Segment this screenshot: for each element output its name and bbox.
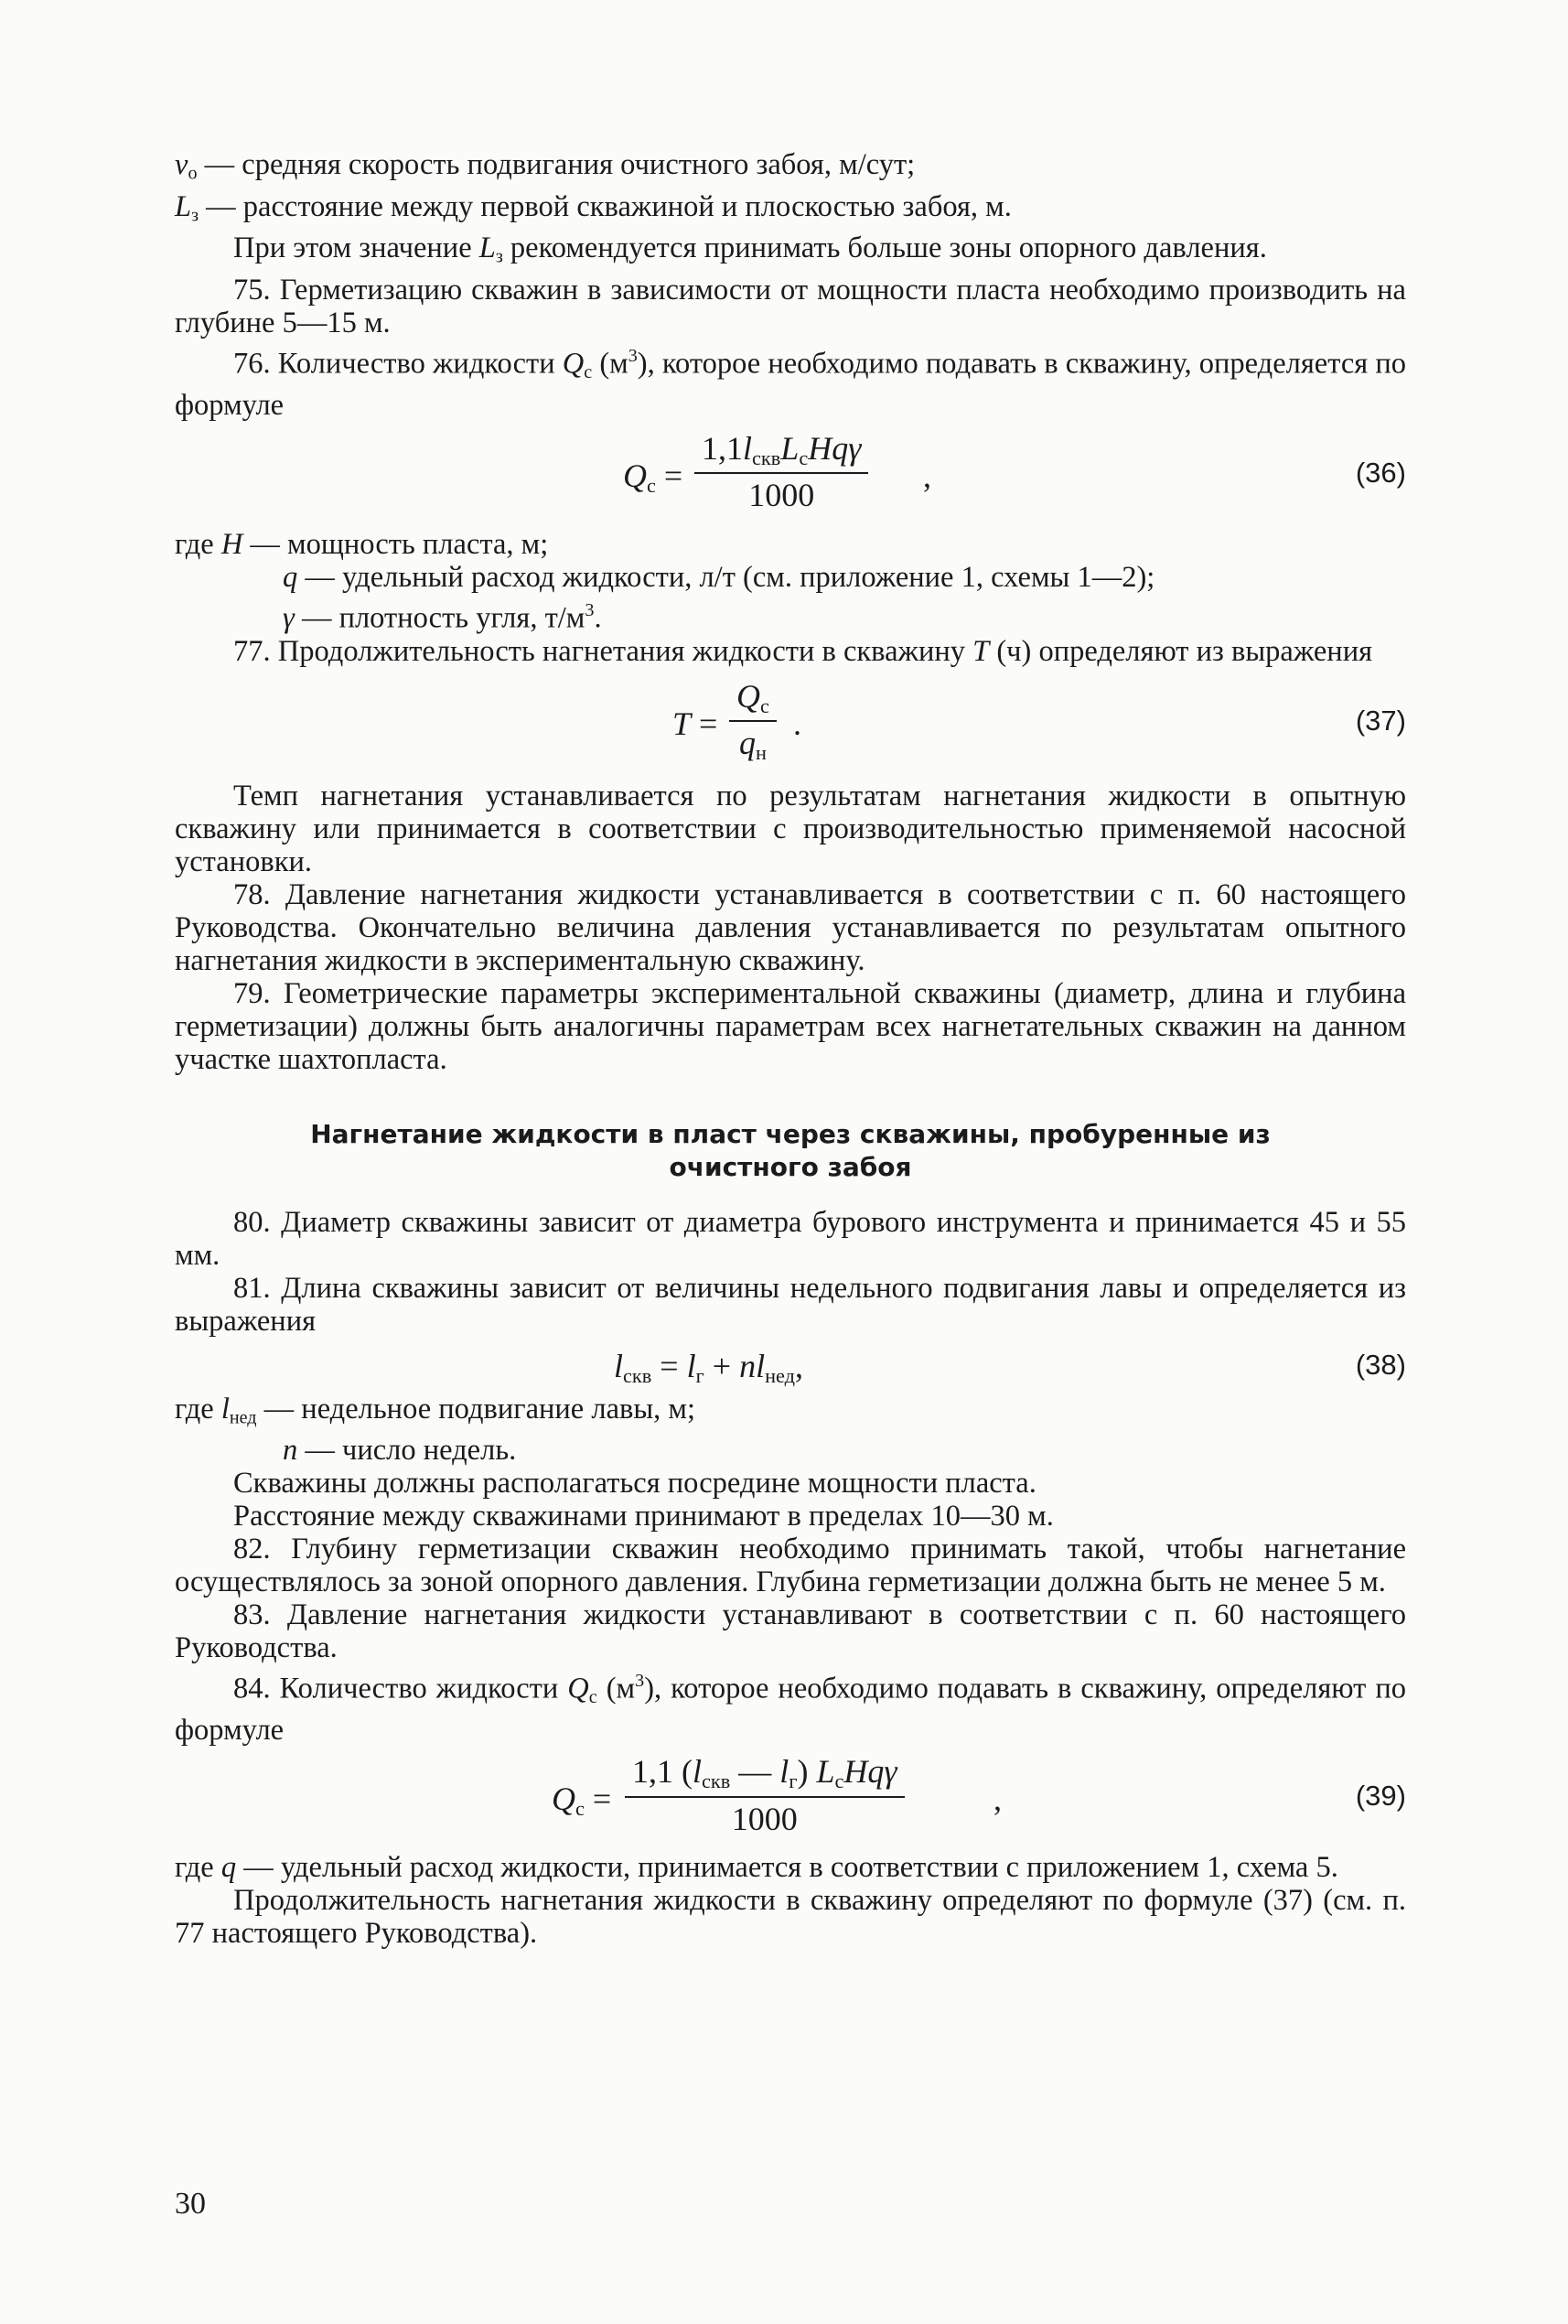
equation-38-body: $l_{скв} = l_г + nl_{нед}$,	[614, 1347, 804, 1387]
where-q: q — удельный расход жидкости, л/т (см. приложение 1, схемы 1—2);	[283, 561, 1155, 595]
equation-37-fraction	[729, 677, 777, 765]
where-l-ned: где $l_{нед}$ — недельное подвигание лавы, м;	[175, 1392, 696, 1428]
paragraph-82: 82. Глубину герметизации скважин необходимо принимать такой, чтобы нагнетание осуществлялось за зоной опорного давления. Глубина герметизации должна быть не менее 5 м.	[175, 1533, 1406, 1599]
paragraph-position: Скважины должны располагаться посредине мощности пласта.	[233, 1467, 1036, 1501]
paragraph-83: 83. Давление нагнетания жидкости устанавливают в соответствии с п. 60 настоящего Руководства.	[175, 1598, 1406, 1665]
page-number: 30	[175, 2187, 206, 2221]
where-q-2: где q — удельный расход жидкости, принимается в соответствии с приложением 1, схема 5.	[175, 1851, 1338, 1885]
equation-39-numerator: 1,1 ($l_{скв}$ — $l_г$) $L_сHq\gamma$	[625, 1752, 905, 1797]
equation-37-number: (37)	[1355, 704, 1406, 737]
equation-39-denominator: 1000	[731, 1800, 798, 1837]
equation-36-lhs: $Q_с$ =	[623, 457, 683, 498]
paragraph-injection-rate: Темп нагнетания устанавливается по результатам нагнетания жидкости в опытную скважину или принимается в соответствии с производительностью применяемой насосной установки.	[175, 779, 1406, 878]
where-n: n — число недель.	[283, 1434, 517, 1468]
paragraph-lz-note: При этом значение $L_з$ рекомендуется принимать больше зоны опорного давления.	[233, 231, 1267, 267]
where-gamma: γ — плотность угля, $т/м^3$.	[283, 600, 602, 635]
paragraph-duration: Продолжительность нагнетания жидкости в скважину определяют по формуле (37) (см. п. 77 настоящего Руководства).	[175, 1884, 1406, 1951]
text-column	[175, 148, 1406, 1950]
equation-36-comma: ,	[923, 457, 931, 495]
where-h: где H — мощность пласта, м;	[175, 528, 549, 562]
paragraph-80: 80. Диаметр скважины зависит от диаметра бурового инструмента и принимается 45 и 55 мм.	[175, 1205, 1406, 1272]
equation-36	[175, 429, 1406, 517]
equation-39-number: (39)	[1355, 1780, 1406, 1813]
equation-37-numerator: $Q_с$	[729, 677, 777, 722]
equation-37-denominator: $q_н$	[738, 724, 767, 764]
equation-36-denominator: 1000	[748, 477, 815, 514]
section-heading-line-1: Нагнетание жидкости в пласт через скважины, пробуренные из	[310, 1118, 1271, 1149]
definition-v0: $v_о$ — средняя скорость подвигания очистного забоя, м/сут;	[175, 148, 916, 184]
section-heading-line-2: очистного забоя	[669, 1151, 912, 1182]
equation-36-fraction	[694, 429, 868, 514]
paragraph-78: 78. Давление нагнетания жидкости устанавливается в соответствии с п. 60 настоящего Руководства. Окончательно величина давления устанавливается по результатам опытного нагнетания жидкости в экспериментальную скважину.	[175, 877, 1406, 977]
paragraph-76: 76. Количество жидкости $Q_с$ $(м^3)$, которое необходимо подавать в скважину, определяется по формуле	[175, 345, 1406, 423]
paragraph-distance: Расстояние между скважинами принимают в пределах 10—30 м.	[233, 1500, 1054, 1533]
equation-39	[175, 1752, 1406, 1840]
equation-37-lhs: T =	[672, 705, 718, 742]
equation-36-number: (36)	[1355, 457, 1406, 490]
equation-37	[175, 677, 1406, 765]
paragraph-77: 77. Продолжительность нагнетания жидкости в скважину T (ч) определяют из выражения	[233, 634, 1373, 668]
equation-39-comma: ,	[993, 1781, 1002, 1818]
definition-lz: $L_з$ — расстояние между первой скважиной и плоскостью забоя, м.	[175, 189, 1012, 226]
paragraph-84: 84. Количество жидкости $Q_с$ $(м^3)$, которое необходимо подавать в скважину, определяют по формуле	[175, 1671, 1406, 1748]
equation-39-lhs: $Q_с$ =	[552, 1781, 612, 1821]
paragraph-79: 79. Геометрические параметры экспериментальной скважины (диаметр, длина и глубина герметизации) должны быть аналогичны параметрам всех нагнетательных скважин на данном участке шахтопласта.	[175, 976, 1406, 1076]
equation-36-numerator: $1,1l_{скв}L_сHq\gamma$	[694, 429, 868, 474]
equation-39-fraction	[625, 1752, 905, 1837]
equation-38	[175, 1338, 1406, 1389]
paragraph-81: 81. Длина скважины зависит от величины недельного подвигания лавы и определяется из выражения	[175, 1271, 1406, 1338]
paragraph-75: 75. Герметизацию скважин в зависимости от мощности пласта необходимо производить на глубине 5—15 м.	[175, 273, 1406, 339]
equation-37-period: .	[793, 705, 801, 742]
equation-38-number: (38)	[1355, 1348, 1406, 1381]
